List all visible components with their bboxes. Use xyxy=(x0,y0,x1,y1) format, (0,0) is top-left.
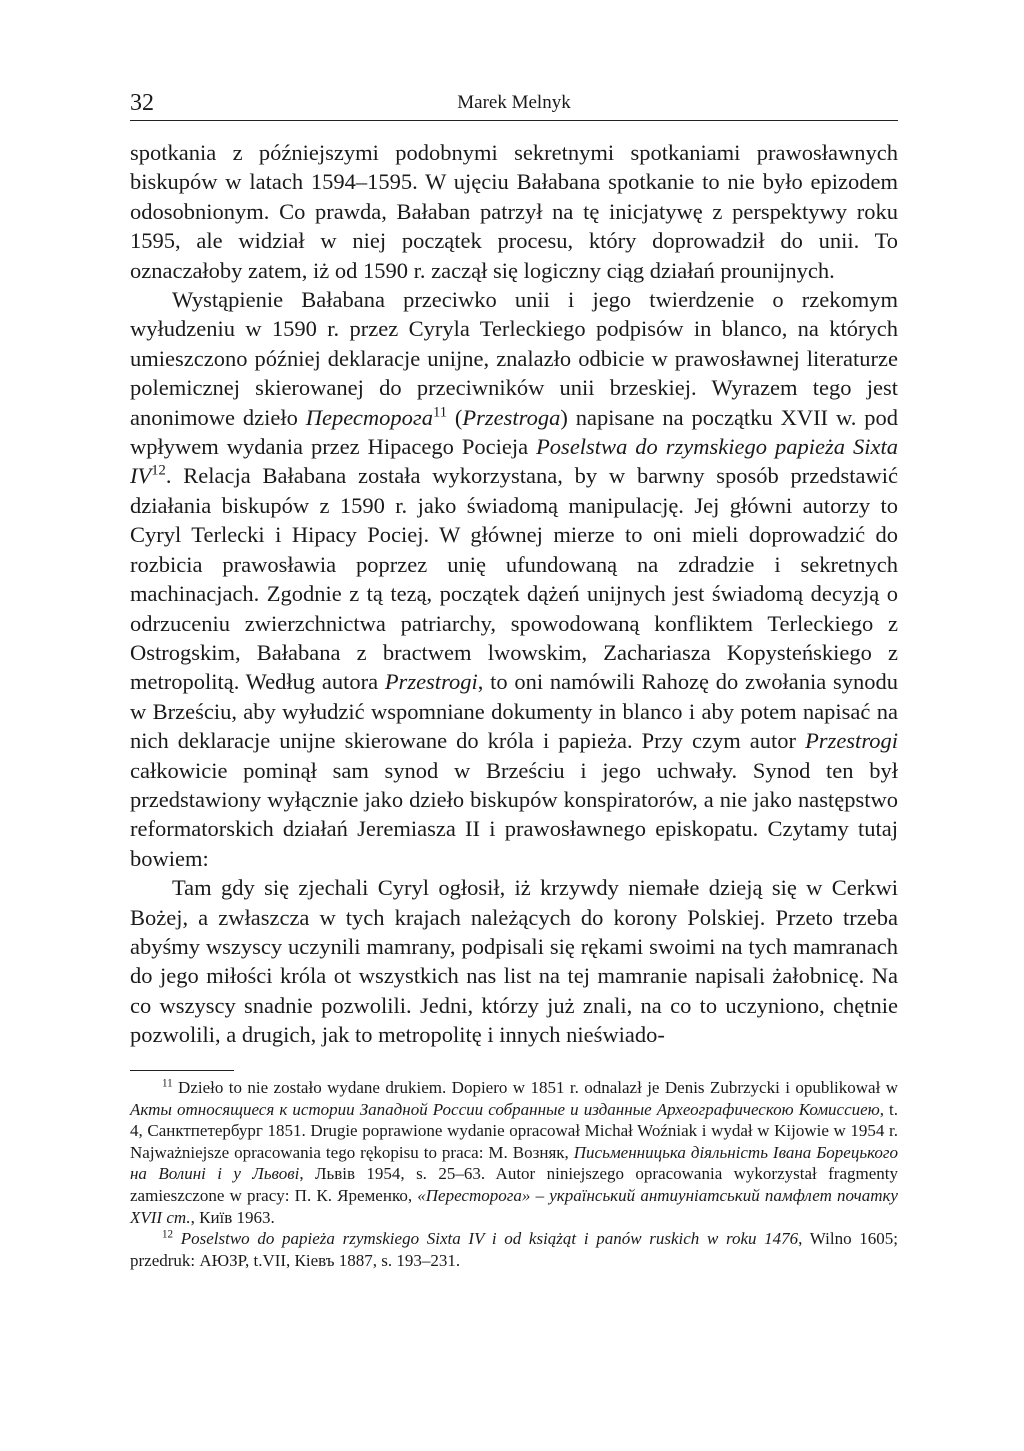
main-text xyxy=(130,138,898,1050)
footnotes-section xyxy=(130,1077,898,1271)
footnote-number-11: 11 xyxy=(162,1077,173,1090)
footnote-rule xyxy=(130,1070,234,1071)
running-head-author: Marek Melnyk xyxy=(457,92,571,113)
footnote-11: $^{11}$ Dzieło to nie zostało wydane drukiem. Dopiero w 1851 r. odnalazł je Denis Zubrzycki i opublikował w Акты относящиеся к истории Западной России собранные и изданные Археографическою Комиссиею, t. 4, Санктпетербург 1851. Drugie poprawione wydanie opracował Michał Woźniak i wydał w Kijowie w 1954 r. Najważniejsze opracowania tego rękopisu to praca: М. Возняк, Письменницька діяльність Івана Борецького на Волині і у Львові, Львів 1954, s. 25–63. Autor niniejszego opracowania wykorzystał fragmenty zamieszczone w pracy: П. К. Яременко, «Пересторога» – український антиуніатський памфлет початку XVII ст., Київ 1963. xyxy=(130,1077,899,1227)
page-header xyxy=(130,86,898,116)
footnote-ref-12[interactable]: 12 xyxy=(151,462,166,479)
footnote-12: $^{12}$ Poselstwo do papieża rzymskiego Sixta IV i od książąt i panów ruskich w roku 1476, Wilno 1605; przedruk: АЮЗР, t.VII, Кiевъ 1887, s. 193–231. xyxy=(130,1228,899,1270)
block-quote-paragraph: Tam gdy się zjechali Cyryl ogłosił, iż krzywdy niemałe dzieją się w Cerkwi Bożej, a zwłaszcza w tych krajach należących do korony Polskiej. Przeto trzeba abyśmy wszyscy uczynili mamrany, podpisali się rękami swoimi na tych mamranach do jego miłości króla ot wszystkich nas list na tej mamranie napisali żałobnicę. Na co wszyscy snadnie pozwolili. Jedni, którzy już znali, na co to uczyniono, chętnie pozwolili, a drugich, jak to metropolitę i innych nieświado- xyxy=(130,875,898,1048)
footnote-ref-11[interactable]: 11 xyxy=(432,404,448,421)
paragraph-2: Wystąpienie Bałabana przeciwko unii i jego twierdzenie o rzekomym wyłudzeniu w 1590 r. przez Cyryla Terleckiego podpisów in blanco, na których umieszczono później deklaracje unijne, znalazło odbicie w prawosławnej literaturze polemicznej skierowanej do przeciwników unii brzeskiej. Wyrazem tego jest anonimowe dzieło Пересторогa$^{11}$ (Przestroga) napisane na początku XVII w. pod wpływem wydania przez Hipacego Pocieja Poselstwa do rzymskiego papieża Sixta IV$^{12}$. Relacja Bałabana została wykorzystana, by w barwny sposób przedstawić działania biskupów z 1590 r. jako świadomą manipulację. Jej główni autorzy to Cyryl Terlecki i Hipacy Pociej. W głównej mierze to oni mieli doprowadzić do rozbicia prawosławia poprzez unię ufundowaną na zdradzie i sekretnych machinacjach. Zgodnie z tą tezą, początek dążeń unijnych jest świadomą decyzją o odrzuceniu zwierzchnictwa patriarchy, spowodowaną konfliktem Terleckiego z Ostrogskim, Bałabana z bractwem lwowskim, Zachariasza Kopysteńskiego z metropolitą. Według autora Przestrogi, to oni namówili Rahozę do zwołania synodu w Brześciu, aby wyłudzić wspomniane dokumenty in blanco i aby potem napisać na nich deklaracje unijne skierowane do króla i papieża. Przy czym autor Przestrogi całkowicie pominął sam synod w Brześciu i jego uchwały. Synod ten był przedstawiony wyłącznie jako dzieło biskupów konspiratorów, a nie jako następstwo reformatorskich działań Jeremiasza II i prawosławnego episkopatu. Czytamy tutaj bowiem: xyxy=(130,287,899,871)
paragraph-1: spotkania z późniejszymi podobnymi sekretnymi spotkaniami prawosławnych biskupów w latach 1594–1595. W ujęciu Bałabana spotkanie to nie było epizodem odosobnionym. Co prawda, Bałaban patrzył na tę inicjatywę z perspektywy roku 1595, ale widział w niej początek procesu, który doprowadził do unii. To oznaczałoby zatem, iż od 1590 r. zaczął się logiczny ciąg działań prounijnych. xyxy=(130,140,898,283)
page-number: 32 xyxy=(130,90,154,116)
header-rule xyxy=(130,120,898,121)
footnote-number-12: 12 xyxy=(162,1228,174,1241)
